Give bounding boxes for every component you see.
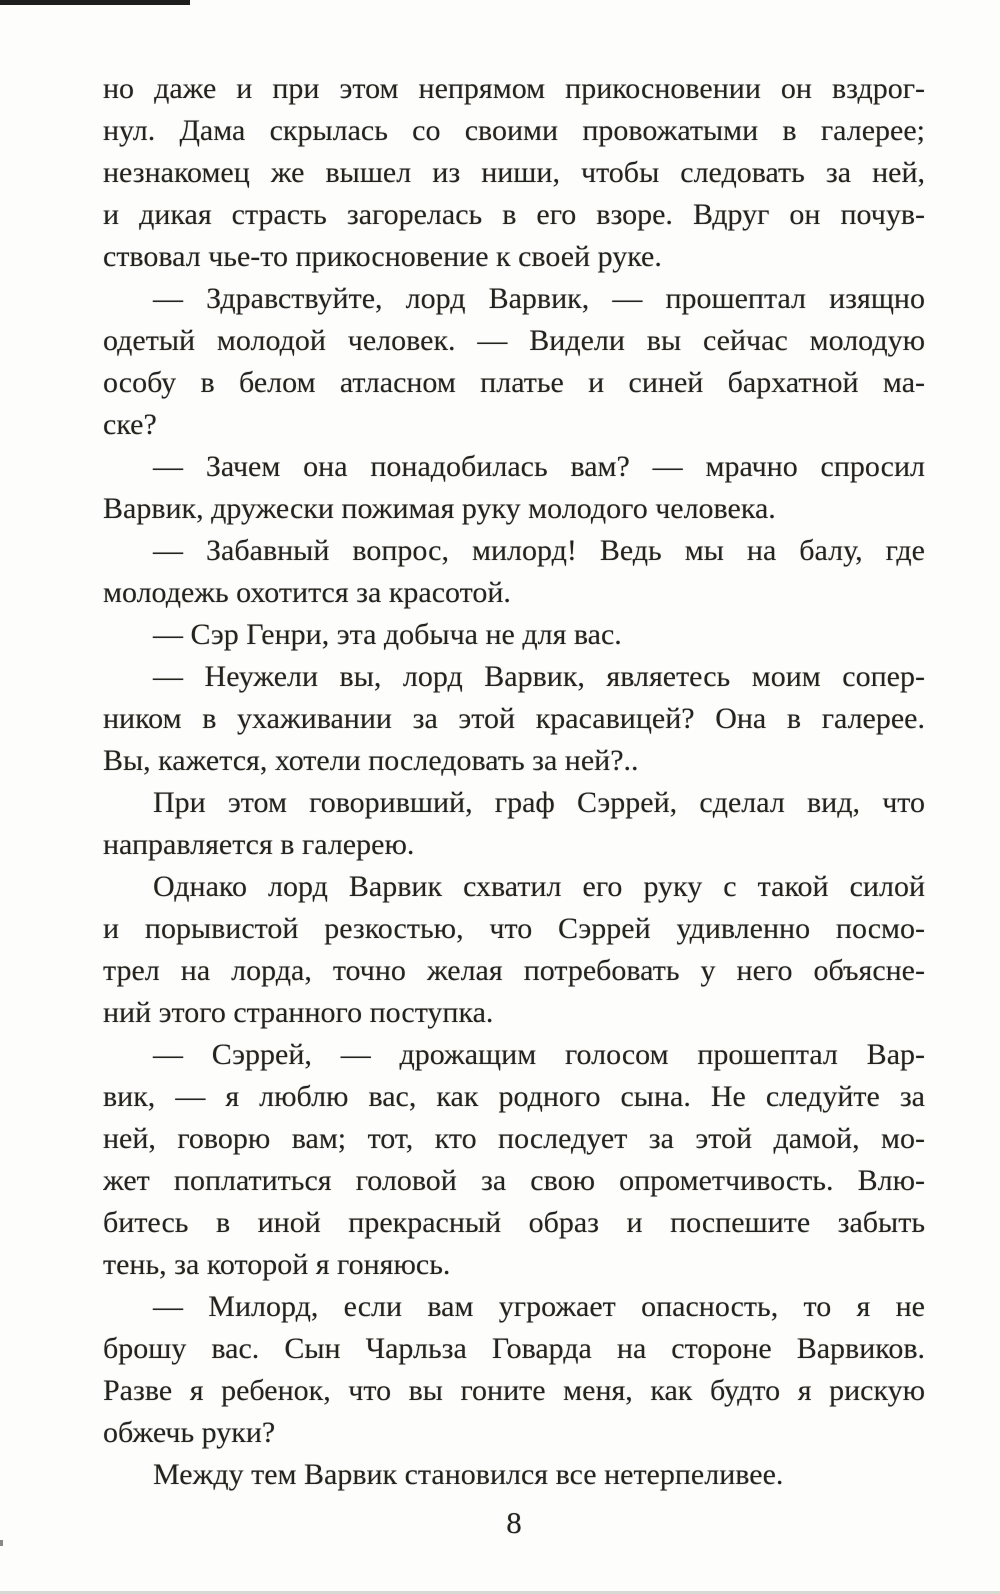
text-line: жет поплатиться головой за свою опрометчивость. Влю- bbox=[103, 1164, 925, 1197]
text-line: — Сэррей, — дрожащим голосом прошептал Вар- bbox=[153, 1038, 925, 1071]
text-line: и порывистой резкостью, что Сэррей удивленно посмо- bbox=[103, 912, 925, 945]
text-line: и дикая страсть загорелась в его взоре. Вдруг он почув- bbox=[103, 198, 925, 231]
paragraph bbox=[103, 1034, 925, 1286]
text-line: — Забавный вопрос, милорд! Ведь мы на балу, где bbox=[153, 534, 925, 567]
paragraph bbox=[103, 278, 925, 446]
text-line: — Здравствуйте, лорд Варвик, — прошептал изящно bbox=[153, 282, 925, 315]
text-line: ний этого странного поступка. bbox=[103, 996, 494, 1029]
paragraph bbox=[103, 866, 925, 1034]
paragraph bbox=[103, 446, 925, 530]
text-line: трел на лорда, точно желая потребовать у него объясне- bbox=[103, 954, 925, 987]
text-line: битесь в иной прекрасный образ и поспешите забыть bbox=[103, 1206, 925, 1239]
page-text bbox=[103, 68, 925, 1496]
text-line: обжечь руки? bbox=[103, 1416, 276, 1449]
text-line: Варвик, дружески пожимая руку молодого человека. bbox=[103, 492, 776, 525]
text-line: — Милорд, если вам угрожает опасность, то я не bbox=[153, 1290, 925, 1323]
text-line: но даже и при этом непрямом прикосновении он вздрог- bbox=[103, 72, 925, 105]
text-line: нул. Дама скрылась со своими провожатыми в галерее; bbox=[103, 114, 925, 147]
paragraph bbox=[103, 1286, 925, 1454]
text-line: Разве я ребенок, что вы гоните меня, как будто я рискую bbox=[103, 1374, 925, 1407]
text-line: При этом говоривший, граф Сэррей, сделал вид, что bbox=[153, 786, 925, 819]
text-line: Между тем Варвик становился все нетерпеливее. bbox=[153, 1458, 784, 1491]
scan-artifact-top-edge bbox=[0, 0, 190, 5]
text-line: ске? bbox=[103, 408, 157, 441]
text-line: незнакомец же вышел из ниши, чтобы следовать за ней, bbox=[103, 156, 925, 189]
text-line: вик, — я люблю вас, как родного сына. Не следуйте за bbox=[103, 1080, 925, 1113]
text-line: — Неужели вы, лорд Варвик, являетесь моим сопер- bbox=[153, 660, 925, 693]
text-line: молодежь охотится за красотой. bbox=[103, 576, 511, 609]
paragraph bbox=[103, 1454, 925, 1496]
paragraph bbox=[103, 68, 925, 278]
paragraph bbox=[103, 614, 925, 656]
text-line: Однако лорд Варвик схватил его руку с такой силой bbox=[153, 870, 925, 903]
text-line: ней, говорю вам; тот, кто последует за этой дамой, мо- bbox=[103, 1122, 925, 1155]
text-line: — Сэр Генри, эта добыча не для вас. bbox=[153, 618, 622, 651]
paragraph bbox=[103, 530, 925, 614]
text-line: — Зачем она понадобилась вам? — мрачно спросил bbox=[153, 450, 925, 483]
text-line: тень, за которой я гоняюсь. bbox=[103, 1248, 451, 1281]
text-line: одетый молодой человек. — Видели вы сейчас молодую bbox=[103, 324, 925, 357]
text-line: особу в белом атласном платье и синей бархатной ма- bbox=[103, 366, 925, 399]
page-number: 8 bbox=[506, 1505, 522, 1540]
paragraph bbox=[103, 656, 925, 782]
text-line: Вы, кажется, хотели последовать за ней?.. bbox=[103, 744, 639, 777]
text-line: ствовал чье-то прикосновение к своей руке. bbox=[103, 240, 662, 273]
text-line: брошу вас. Сын Чарльза Говарда на стороне Варвиков. bbox=[103, 1332, 925, 1365]
text-line: направляется в галерею. bbox=[103, 828, 415, 861]
scan-artifact-left-speck bbox=[0, 1540, 3, 1546]
text-line: ником в ухаживании за этой красавицей? Она в галерее. bbox=[103, 702, 925, 735]
paragraph bbox=[103, 782, 925, 866]
